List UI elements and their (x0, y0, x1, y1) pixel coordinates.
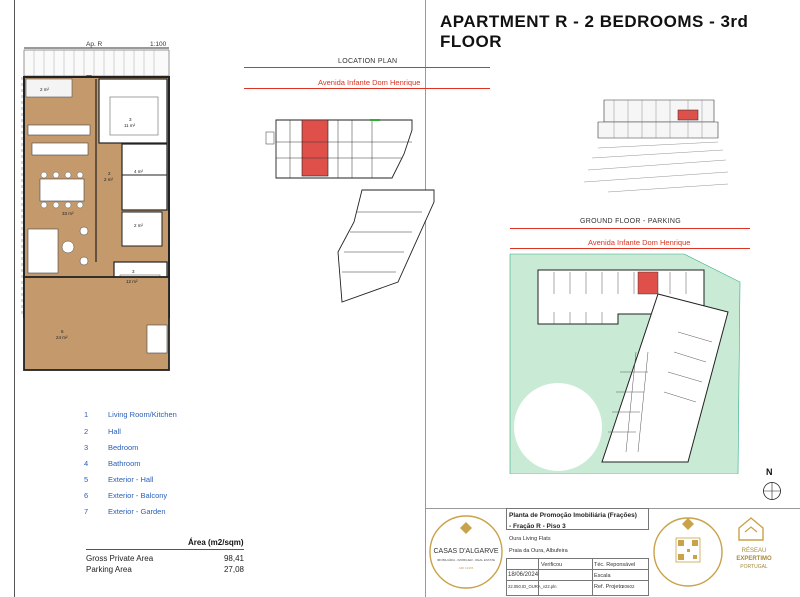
room-tag: 3 (132, 269, 135, 274)
legend-item: 7 Exterior - Garden (84, 507, 166, 516)
page-title: APARTMENT R - 2 BEDROOMS - 3rd FLOOR (440, 12, 749, 51)
location-plan-drawing (262, 112, 440, 312)
parking-plan (508, 252, 748, 474)
ground-floor-label: GROUND FLOOR - PARKING (580, 218, 681, 225)
legend-item: 5 Exterior - Hall (84, 475, 154, 484)
room-tag: 11 m² (124, 123, 136, 128)
area-rule (86, 549, 244, 550)
tb-escala: Escala (594, 573, 611, 579)
area-row-parking: Parking Area 27,08 (86, 565, 244, 574)
room-tag: 4 m² (134, 169, 143, 174)
tb-date: 18/06/2024 (508, 572, 539, 578)
tb-verificou: Verificou (541, 562, 563, 568)
ground-floor-rule (510, 228, 750, 229)
room-tag: 2 (108, 171, 111, 176)
legend-item: 3 Bedroom (84, 443, 139, 452)
casas-sub: IMOBILIÁRIA - IMOBILIER - REAL ESTATE (436, 558, 496, 562)
area-title: Área (m2/sqm) (188, 538, 244, 547)
room-tag: 24 m² (56, 335, 68, 340)
floorplan-label: Ap. R (86, 41, 103, 48)
legend-item: 4 Bathroom (84, 459, 141, 468)
casas-name: CASAS D'ALGARVE (433, 548, 499, 555)
tb-tec-resp: Téc. Reponsável (594, 562, 636, 568)
room-tag: 2 m² (134, 223, 143, 228)
room-tag: 2 m² (40, 87, 49, 92)
tb-fraction: - Fração R - Piso 3 (509, 523, 566, 530)
area-row-gross: Gross Private Area 98,41 (86, 554, 244, 563)
tb-ref-num: 20602 (622, 584, 635, 589)
tb-heading: Planta de Promoção Imobiliária (Frações) (509, 512, 637, 519)
expertimo-logo-text: RÉSEAU EXPERTIMO PORTUGAL (736, 548, 772, 570)
tb-row-divider (506, 569, 649, 570)
casas-ami: AMI 12345 (458, 566, 474, 570)
legend-item: 1 Living Room/Kitchen (84, 410, 177, 419)
location-street-rule (244, 88, 490, 89)
tb-location: Praia da Oura, Albufeira (509, 548, 568, 554)
location-plan-rule (244, 67, 490, 68)
tb-project: Oura Living Flats (509, 536, 551, 542)
ground-street-label: Avenida Infante Dom Henrique (588, 238, 691, 247)
room-tag: 6 (61, 329, 64, 334)
legend-item: 2 Hall (84, 427, 121, 436)
north-arrow-icon (762, 481, 782, 501)
room-tag: 33 m² (62, 211, 74, 216)
room-tag: 2 m² (104, 177, 113, 182)
tb-col-divider (538, 558, 539, 596)
apartment-floorplan (14, 47, 174, 372)
casas-dalgarve-logo (426, 506, 506, 594)
room-tag: 3 (129, 117, 132, 122)
building-3d-sketch (578, 92, 728, 202)
tb-ref-projeto: Ref. Projeto (594, 584, 624, 590)
location-plan-label: LOCATION PLAN (338, 58, 398, 65)
room-tag: 12 m² (126, 279, 138, 284)
location-street-label: Avenida Infante Dom Henrique (318, 78, 421, 87)
floorplan-scale: 1:100 (150, 41, 167, 48)
qr-code-logo (650, 506, 728, 594)
tb-col-divider (592, 558, 593, 596)
tb-row-divider (506, 580, 649, 581)
legend-item: 6 Exterior - Balcony (84, 491, 168, 500)
ground-street-rule (510, 248, 750, 249)
north-label: N (766, 467, 773, 477)
tb-ref-file: 22.050.ID_OURA_v22.pln (508, 584, 557, 589)
expertimo-logo-icon (736, 514, 766, 544)
